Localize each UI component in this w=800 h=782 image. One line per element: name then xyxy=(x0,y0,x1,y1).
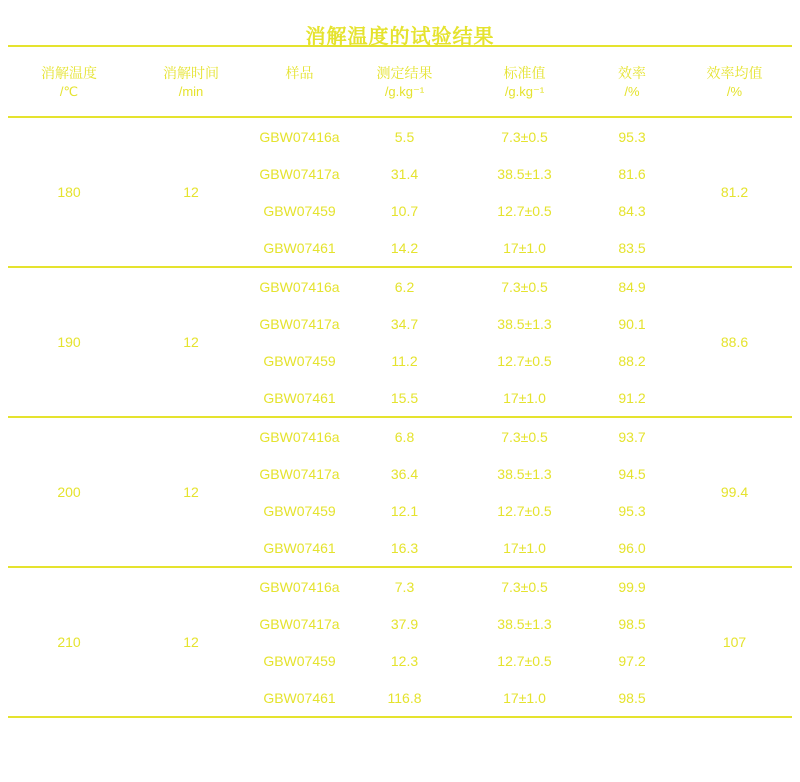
col-header-unit xyxy=(252,83,347,101)
sample-cell: GBW07461 xyxy=(252,679,347,717)
standard-cell: 17±1.0 xyxy=(462,379,587,417)
col-header-label: 效率 xyxy=(618,64,646,81)
result-cell: 11.2 xyxy=(391,352,418,369)
data-row xyxy=(8,567,792,605)
col-header-temperature xyxy=(8,46,130,117)
efficiency-cell: 97.2 xyxy=(618,652,646,669)
efficiency-cell: 96.0 xyxy=(587,529,677,567)
standard-cell: 12.7±0.5 xyxy=(497,352,552,369)
result-cell: 12.3 xyxy=(390,652,419,669)
efficiency-cell: 95.3 xyxy=(618,502,646,519)
temperature-cell: 180 xyxy=(8,117,130,267)
sample-cell: GBW07461 xyxy=(252,379,347,417)
efficiency-cell: 90.1 xyxy=(618,315,646,332)
sample-cell: GBW07461 xyxy=(252,529,347,567)
result-cell: 31.4 xyxy=(390,165,419,182)
col-header-unit: /℃ xyxy=(59,83,79,99)
sample-cell: GBW07459 xyxy=(263,652,336,669)
sample-cell: GBW07416a xyxy=(259,278,340,295)
efficiency-cell: 84.9 xyxy=(618,278,646,295)
efficiency-cell: 94.5 xyxy=(618,465,646,482)
sample-cell: GBW07416a xyxy=(259,578,340,595)
col-header-time xyxy=(130,46,252,117)
standard-cell: 7.3±0.5 xyxy=(501,578,548,595)
col-header-unit: /g.kg⁻¹ xyxy=(384,83,425,99)
result-cell: 7.3 xyxy=(394,578,415,595)
efficiency-cell: 98.5 xyxy=(618,615,646,632)
col-header-efficiency xyxy=(587,46,677,117)
col-header-standard xyxy=(462,46,587,117)
standard-cell: 17±1.0 xyxy=(462,229,587,267)
standard-cell: 38.5±1.3 xyxy=(497,315,552,332)
sample-cell: GBW07417a xyxy=(259,465,340,482)
result-cell: 34.7 xyxy=(390,315,419,332)
mean-efficiency-cell: 81.2 xyxy=(677,117,792,267)
col-header-label: 消解温度 xyxy=(41,64,97,81)
col-header-label: 消解时间 xyxy=(163,64,219,81)
time-cell: 12 xyxy=(130,267,252,417)
temperature-cell: 210 xyxy=(8,567,130,717)
standard-cell: 38.5±1.3 xyxy=(497,165,552,182)
mean-efficiency-cell: 88.6 xyxy=(677,267,792,417)
standard-cell: 38.5±1.3 xyxy=(497,465,552,482)
result-cell: 14.2 xyxy=(347,229,462,267)
efficiency-cell: 83.5 xyxy=(587,229,677,267)
col-header-mean-efficiency xyxy=(677,46,792,117)
standard-cell: 7.3±0.5 xyxy=(501,428,548,445)
standard-cell: 12.7±0.5 xyxy=(497,652,552,669)
col-header-unit: /min xyxy=(178,83,204,99)
efficiency-cell: 99.9 xyxy=(618,578,646,595)
time-cell: 12 xyxy=(130,117,252,267)
result-cell: 5.5 xyxy=(394,128,415,145)
col-header-label: 效率均值 xyxy=(706,64,763,81)
efficiency-cell: 95.3 xyxy=(618,128,646,145)
result-cell: 15.5 xyxy=(347,379,462,417)
sample-cell: GBW07416a xyxy=(259,128,340,145)
mean-efficiency-cell: 107 xyxy=(677,567,792,717)
data-row xyxy=(8,417,792,455)
result-cell: 37.9 xyxy=(390,615,419,632)
result-cell: 16.3 xyxy=(347,529,462,567)
result-cell: 12.1 xyxy=(390,502,419,519)
sample-cell: GBW07417a xyxy=(259,315,340,332)
col-header-label: 样品 xyxy=(285,64,314,81)
sample-cell: GBW07416a xyxy=(259,428,340,445)
col-header-result xyxy=(347,46,462,117)
col-header-unit: /g.kg⁻¹ xyxy=(504,83,545,99)
sample-cell: GBW07461 xyxy=(252,229,347,267)
standard-cell: 38.5±1.3 xyxy=(497,615,552,632)
col-header-label: 标准值 xyxy=(503,64,546,81)
standard-cell: 17±1.0 xyxy=(462,679,587,717)
col-header-unit: /% xyxy=(624,83,640,99)
time-cell: 12 xyxy=(130,567,252,717)
sample-cell: GBW07459 xyxy=(263,502,336,519)
result-cell: 116.8 xyxy=(347,679,462,717)
temperature-cell: 200 xyxy=(8,417,130,567)
efficiency-cell: 93.7 xyxy=(618,428,646,445)
result-cell: 10.7 xyxy=(390,202,419,219)
data-row xyxy=(8,117,792,155)
data-row xyxy=(8,267,792,305)
standard-cell: 7.3±0.5 xyxy=(501,278,548,295)
standard-cell: 12.7±0.5 xyxy=(497,202,552,219)
sample-cell: GBW07459 xyxy=(263,352,336,369)
standard-cell: 17±1.0 xyxy=(462,529,587,567)
efficiency-cell: 91.2 xyxy=(587,379,677,417)
result-cell: 6.8 xyxy=(394,428,415,445)
table-header-row xyxy=(8,46,792,117)
result-cell: 6.2 xyxy=(394,278,415,295)
standard-cell: 7.3±0.5 xyxy=(501,128,548,145)
mean-efficiency-cell: 99.4 xyxy=(677,417,792,567)
results-table xyxy=(8,45,792,718)
page-title: 消解温度的试验结果 xyxy=(305,26,495,48)
sample-cell: GBW07417a xyxy=(259,165,340,182)
efficiency-cell: 88.2 xyxy=(618,352,646,369)
efficiency-cell: 84.3 xyxy=(618,202,646,219)
standard-cell: 12.7±0.5 xyxy=(497,502,552,519)
efficiency-cell: 81.6 xyxy=(618,165,646,182)
col-header-sample xyxy=(252,46,347,117)
sample-cell: GBW07417a xyxy=(259,615,340,632)
time-cell: 12 xyxy=(130,417,252,567)
sample-cell: GBW07459 xyxy=(263,202,336,219)
temperature-cell: 190 xyxy=(8,267,130,417)
efficiency-cell: 98.5 xyxy=(587,679,677,717)
col-header-label: 测定结果 xyxy=(376,64,433,81)
col-header-unit: /% xyxy=(726,83,743,99)
result-cell: 36.4 xyxy=(390,465,419,482)
